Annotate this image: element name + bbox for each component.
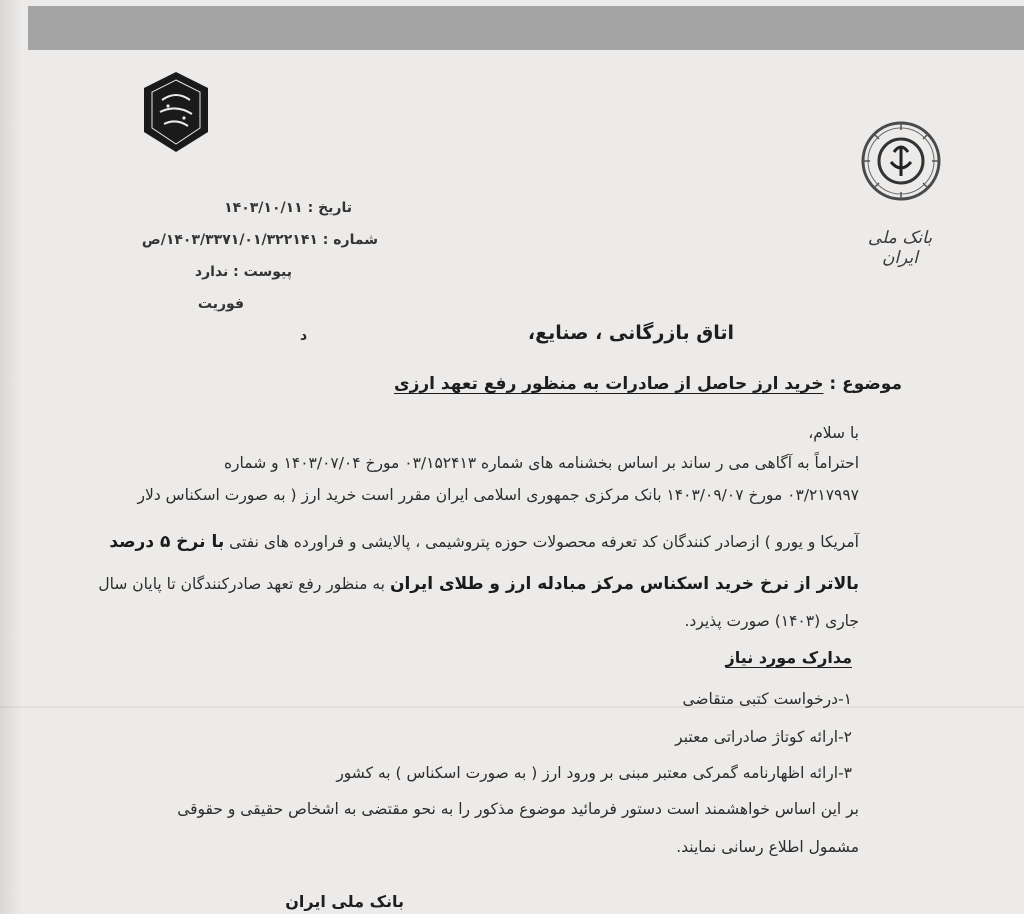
page-edge: [0, 0, 22, 914]
subject-text: خرید ارز حاصل از صادرات به منظور رفع تعهد ارزی: [393, 374, 824, 394]
letter-attachment: پیوست : ندارد: [194, 264, 292, 280]
body-line-3: [109, 532, 859, 552]
body-line-5: جاری (۱۴۰۳) صورت پذیرد.: [684, 612, 859, 630]
body-line-4-text: به منظور رفع تعهد صادرکنندگان تا پایان سال: [98, 575, 385, 593]
addressee: اتاق بازرگانی ، صنایع،: [527, 322, 734, 344]
docs-item-2: ۲-ارائه کوتاژ صادراتی معتبر: [675, 728, 852, 746]
top-gray-band: [28, 6, 1024, 50]
docs-item-3: ۳-ارائه اظهارنامه گمرکی معتبر مبنی بر ورود ارز ( به صورت اسکناس ) به کشور: [336, 764, 852, 782]
docs-item-1: ۱-درخواست کتبی متقاضی: [682, 690, 852, 708]
closing-line-1: بر این اساس خواهشمند است دستور فرمائید موضوع مذکور را به نحو مقتضی به اشخاص حقیقی و حقوقی: [177, 800, 859, 818]
docs-heading: مدارک مورد نیاز: [725, 648, 852, 667]
subject-line: [394, 374, 902, 394]
body-line-3-text: آمریکا و یورو ) ازصادر کنندگان کد تعرفه محصولات حوزه پتروشیمی ، پالایشی و فراورده های نفتی: [229, 533, 859, 551]
letter-number: شماره : ۱۴۰۳/۳۳۷۱/۰۱/۳۲۲۱۴۱/ص: [141, 232, 378, 248]
body-line-4-bold: بالاتر از نرخ خرید اسکناس مرکز مبادله ارز و طلای ایران: [389, 574, 859, 594]
bank-name-script: بانک ملی ایران: [867, 228, 933, 268]
greeting: با سلام،: [808, 424, 859, 442]
paper-fold-line: [0, 706, 1024, 708]
signature-bank-name: بانک ملی ایران: [285, 892, 404, 911]
letter-date: تاریخ : ۱۴۰۳/۱۰/۱۱: [224, 200, 352, 216]
body-line-1: احتراماً به آگاهی می ر ساند بر اساس بخشنامه های شماره ۰۳/۱۵۲۴۱۳ مورخ ۱۴۰۳/۰۷/۰۴ و شماره: [223, 454, 859, 472]
body-line-3-bold: با نرخ ۵ درصد: [109, 532, 225, 552]
subject-label: موضوع :: [829, 374, 902, 394]
closing-line-2: مشمول اطلاع رسانی نمایند.: [676, 838, 859, 856]
body-line-2: ۰۳/۲۱۷۹۹۷ مورخ ۱۴۰۳/۰۹/۰۷ بانک مرکزی جمهوری اسلامی ایران مقرر است خرید ارز ( به صورت اسکناس دلار: [137, 486, 859, 504]
seal-logo-icon: [138, 70, 214, 154]
bank-melli-emblem-icon: [858, 118, 944, 204]
letter-priority: فوریت: [197, 296, 244, 312]
addressee-trailing: د: [300, 328, 308, 344]
body-line-4: [98, 574, 859, 594]
